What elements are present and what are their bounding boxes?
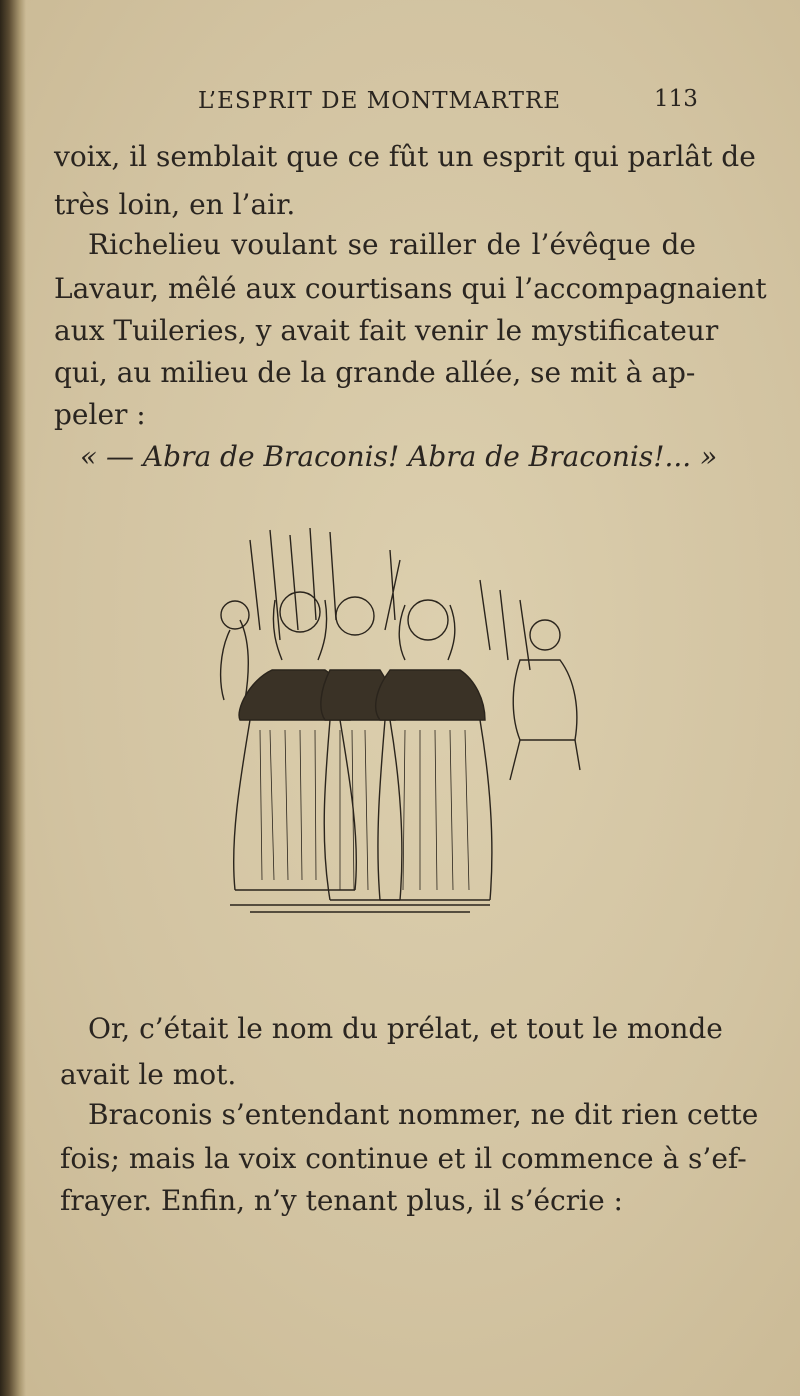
text-line: Lavaur, mêlé aux courtisans qui l’accompagnaient (54, 272, 767, 305)
quote-line: « — Abra de Braconis! Abra de Braconis!... » (80, 440, 718, 473)
text-line: très loin, en l’air. (54, 188, 296, 221)
text-line: Richelieu voulant se railler de l’évêque de (88, 228, 696, 261)
text-line: avait le mot. (60, 1058, 237, 1091)
text-line: peler : (54, 398, 146, 431)
text-line: Or, c’était le nom du prélat, et tout le monde (88, 1012, 723, 1045)
binding-shadow (0, 0, 26, 1396)
text-line: fois; mais la voix continue et il commence à s’ef- (60, 1142, 747, 1175)
text-line: frayer. Enfin, n’y tenant plus, il s’écrie : (60, 1184, 623, 1217)
text-line: voix, il semblait que ce fût un esprit qui parlât de (54, 140, 756, 173)
text-line: qui, au milieu de la grande allée, se mit à ap- (54, 356, 696, 389)
page-number: 113 (654, 86, 698, 112)
text-line: aux Tuileries, y avait fait venir le mystificateur (54, 314, 719, 347)
text-line: Braconis s’entendant nommer, ne dit rien cette (88, 1098, 759, 1131)
engraving-illustration (190, 520, 590, 930)
running-title: L’ESPRIT DE MONTMARTRE (198, 88, 562, 114)
